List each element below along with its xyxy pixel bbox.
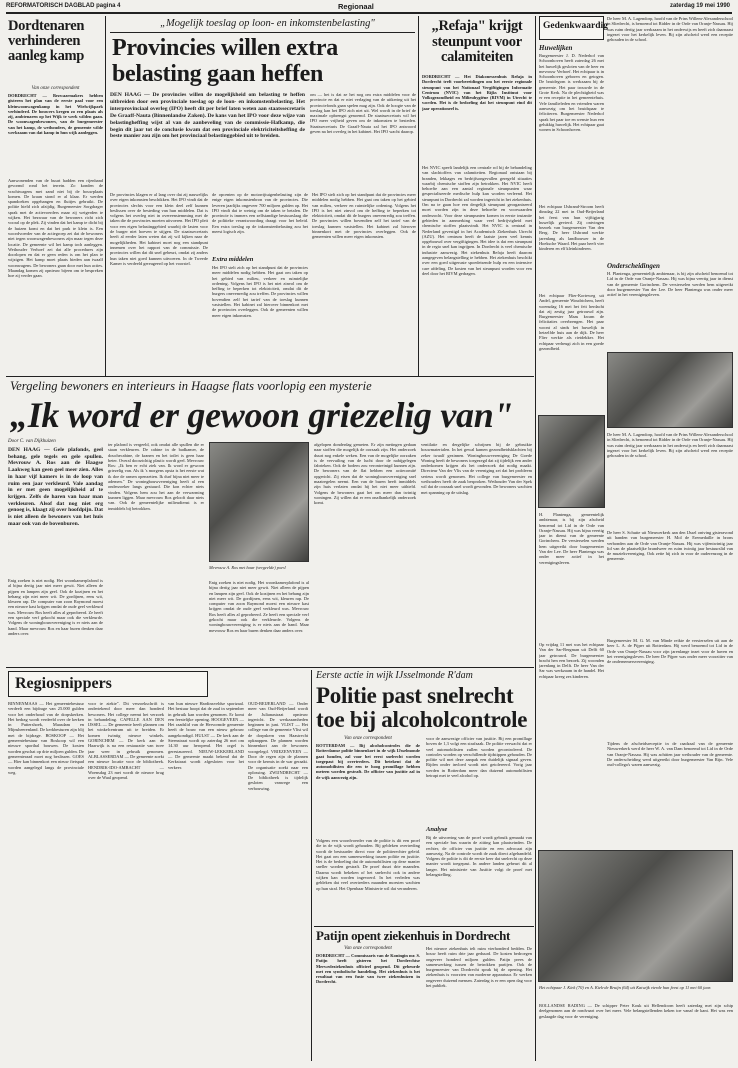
- haagse-headline: „Ik word er gewoon griezelig van": [10, 395, 514, 435]
- haagse-body2b: Enig zoeken is niet nodig. Het woonkamerplafond is al bijna dertig jaar niet meer gewit. Niet alleen de pijpen en lampen zijn geel. Ook de kozijnen en het behang zijn niet meer wit. De gordijnen, eens wit, kleuren rap. De computer van zoon Raymond moest een nieuwe kast krijgen omdat de oude geel verkleurd was. Mevrouw Ros heeft alles al geprobeerd. Ze heeft een speciale verf gekocht maar ook die verkleurde. Volgens de woningbouwvereniging is er niets aan de hand. Maar mevrouw Ros en haar buren denken daar anders over.: [209, 580, 309, 633]
- haagse-photo: [209, 442, 309, 562]
- provincie-subhead: Extra middelen: [212, 256, 254, 263]
- gedenkwaardig-photo-bottom: [538, 850, 733, 982]
- haagse-body3: afgelopen donderdag gemeten. Er zijn metingen gedaan naar stoffen die mogelijk de oorzaak zijn. Het onderzoek duurt nog enkele weken. Een van de mogelijke oorzaken is de vervuiling van de lucht door de nabijgelegen fabrieken. Ook de bodem zou verontreinigd kunnen zijn. De bewoners van de flat hebben een actiecomité opgericht. Zij eisen dat de woningbouwvereniging snel maatregelen neemt. Een van de buren heeft inmiddels zijn huis verlaten omdat hij het niet meer uithield. Volgens de bewoners gaat het om meer dan twintig woningen. Zij willen dat er een onafhankelijk onderzoek komt.: [314, 442, 416, 506]
- section-rule: [6, 667, 534, 668]
- provincie-headline: Provincies willen extra belasting gaan heffen: [112, 35, 338, 87]
- patijn-body: Het nieuwe ziekenhuis telt ruim vierhonderd bedden. De bouw heeft ruim drie jaar geduurd. De kosten bedroegen ongeveer honderd miljoen gulden. Patijn prees de samenwerking tussen de betrokken partijen. Ook de burgemeester van Dordrecht sprak bij de opening. Het ziekenhuis is voorzien van moderne apparatuur. Er werken ongeveer duizend mensen. Zaterdag is er een open dag voor het publiek.: [426, 946, 532, 989]
- regiosnippers-col4: OUD-BEIJERLAND — Onder meer van Oud-Beijerland wordt de Julianastraat opnieuw ingericht. De werkzaamheden beginnen in juni. VLIST — Het college van de gemeente Vlist wil de dorpskern van Haastrecht opknappen. De plannen worden binnenkort aan de bewoners voorgelegd. VRIEZENVEEN — Door de regen zijn de plannen voor de kermis in de war geraakt. De organisatie zoekt naar een oplossing. ZWIJNDRECHT — De bibliotheek is tijdelijk gesloten vanwege een verbouwing.: [248, 701, 308, 791]
- gedenk-body4b: H. Plantenga, gemeentelijk ambtenaar, is bij zijn afscheid benoemd tot Lid in de Orde van Oranje-Nassau. Hij was bijna veertig jaar in dienst van de gemeente Gorinchem. De versierselen werden hem uitgereikt door burgemeester Van der Lee. De heer Plantenga was onder meer actief in het verenigingsleven.: [607, 271, 733, 298]
- haagse-body2: ter plafond is vergeeld, ook omdat alle spullen die er staan verkleuren. De cabine in de badkamer, de douchecabine, de kranen en het toilet is geen haar beter. Overal doorzichtig plastic wordt geel. Mevrouw Ros: „Ik ben er echt ziek van. Ik word er gewoon griezelig van. Als ik 's morgens opsta is het eerste wat ik doe de ramen openzetten. Ik durf bijna niet meer te ademen." De woningbouwvereniging heeft al een onderzoeker langs gestuurd. Die kon echter niets vinden. Volgens hem zou het aan de verwarming kunnen liggen. Maar mevrouw Ros gelooft daar niets van. Ook de gemeentelijke milieudienst is er inmiddels bij betrokken.: [108, 442, 204, 511]
- politie-byline: Van onze correspondent: [344, 736, 392, 741]
- haagse-byline: Door C. van Dijkhuizen: [8, 439, 56, 444]
- politie-headline: Politie past snelrecht toe bij alcoholcontrole: [316, 683, 528, 732]
- haagse-body4: ventilatie en dergelijke schrijnen bij de gebruikte bouwmaterialen. In het gewal kamen gezondheidsklachten bij zeker twaalf gezinnen. Woningbouwvereniging De Goede Woning heeft de bewoners toegezegd dat zij tijdelijk een ander onderkomen krijgen als het onderzoek dat nodig maakt. Directeur Van der Vlis van de vereniging zei dat het probleem serieus wordt genomen. Het college van burgemeester en wethouders heeft de zaak besproken. Wethouder Van der Spek wil dat de oorzaak snel wordt gevonden. De bewoners wachten met spanning op de uitslag.: [421, 442, 532, 495]
- gedenk-body8: Burgemeester M. G. M. van Minde reikte de versierselen uit aan de heer L. A. de Pijper uit Rotterdam. Hij werd benoemd tot Lid in de Orde van Oranje-Nassau voor zijn jarenlange inzet voor de haven en het verenigingsleven. De heer De Pijper was onder meer voorzitter van de ondernemersvereniging.: [607, 638, 733, 665]
- column-divider: [535, 16, 536, 1061]
- masthead-rule: [6, 12, 732, 14]
- regiosnippers-header-box: [8, 671, 208, 697]
- footer-brief: BOLLANDSE RADING — De schipper Peter Kouk uit Hellendoorn heeft zaterdag met zijn schip deelgenomen aan de rondvaart over het meer. Vele belangstellenden keken toe vanaf de kant. Het was een geslaagde dag voor de vereniging.: [539, 1003, 733, 1019]
- politie-kicker: Eerste actie in wijk IJsselmonde R'dam: [316, 670, 473, 681]
- paper-name: REFORMATORISCH DAGBLAD pagina 4: [6, 3, 121, 9]
- gedenkwaardig-photo-left: [538, 415, 605, 508]
- provincie-lead: DEN HAAG — De provincies willen de mogelijkheid om belasting te heffen uitbreiden door een provinciale toeslag op de loon- en inkomstenbelasting. Het interprovinciaal overleg (IPO) heeft dit per brief laten weten aan staatssecretaris De Graaff-Nauta (Binnenlandse Zaken). De kans van het IPO voor deze wijze van belastingheffing wijst al van de aanbeveling van de commissie-Hafkamp, die begin dit jaar tot de conclusie kwam dat een provinciale elektriciteitsheffing de beste manier zou zijn om het provinciaal belastinggebied uit te breiden.: [110, 92, 305, 140]
- haagse-lead: DEN HAAG — Gele plafonds, geel behang, gele tegels en gele spullen. Mevrouw A. Ros aan de Haagse Laakweg kan geen geel meer zien. Alles in haar vijf kamers is in de loop van ruim een jaar verkleurd. Vale aandag in er met geen mogelijkheid af te krijgen. Zelfs de haren van haar man verkleuren. Alsof dat nog niet erg genoeg is, klaagt zij over hoofdpijn. Dat is niet alleen de bewoners van het huis maar ook van de bovenburen.: [8, 447, 103, 527]
- dordt-body: Aanwonenden van de buurt hadden een rijenband gevormd rond het terrein. Zo konden de vrachtwagens met zand niet bij de bouwplaats komen. De kraan stond er al klaar. Er werden spandoeken opgehangen en fluitjes gebruikt. De politie hield zich afzijdig. Burgemeester Sorgdrager sprak met de actievoerders maar zij weigerden te wijken. Het bezwaar van de bewoners richt zich vooral op de plek. Zij vinden dat het kamp te dicht bij de huizen komt en dat het park te klein is. Een woordvoerder van de actiegroep zei dat de bewoners niet tegen woonwagenbewoners zijn maar tegen deze locatie. De gemeente wil het kamp toch aanleggen. Wethouder Verhoef zei dat alle procedures zijn doorlopen en dat er geen reden is om het plan te wijzigen. Het kamp moet plaats bieden aan twaalf woonwagens. De bewoners gaan door met hun acties. Maandag komen zij opnieuw bijeen om te bespreken hoe zij verder gaan.: [8, 178, 103, 279]
- gedenk-body4: H. Plantenga, gemeentelijk ambtenaar, is bij zijn afscheid benoemd tot Lid in de Orde van Oranje-Nassau. Hij was bijna veertig jaar in dienst van de gemeente Gorinchem. De versierselen werden hem uitgereikt door burgemeester Van der Lee. De heer Plantenga was onder meer actief in het verenigingsleven.: [539, 512, 604, 565]
- politie-body2: voor de aanwezige officier van justitie. Bij een promillage boven de 1,3 volgt een strafzaak. De politie verwacht dat er veel automobilisten zullen worden gecontroleerd. De controles worden op verschillende tijdstippen gehouden. De politie wil met deze aanpak een duidelijk signaal geven. Rijden onder invloed wordt niet getolereerd. Vorig jaar werden in Rotterdam meer dan duizend automobilisten betrapt met te veel alcohol op.: [426, 736, 532, 779]
- gedenk-body6: De heer S. Schutte uit Nieuwerkerk aan den IJssel ontving gisteravond uit handen van burgemeester H. Mol de Eremedaille in brons verbonden aan de Orde van Oranje-Nassau. Hij was vijfentwintig jaar lid van de plaatselijke brandweer en ruim twintig jaar bestuurslid van de muziekvereniging. Ook zette hij zich in voor de ouderenzorg in de gemeente.: [607, 530, 733, 562]
- huwelijken-body: Burgemeester J. D. Nederhof van Schoonhoven heeft zaterdag 26 mei het huwelijk gesloten van de heer en mevrouw Verhoef. Het echtpaar is in Schoonhoven geboren en getogen. De bruidegom is werkzaam bij de gemeente. Het paar trouwde in de Grote Kerk. Na de plechtigheid was er een receptie in het gemeentehuis. Vele familieleden en vrienden waren aanwezig om het bruidspaar te feliciteren. Burgemeester Nederhof sprak het paar toe en wenste hun een gelukkig huwelijk. Het echtpaar gaat wonen in Schoonhoven.: [539, 53, 604, 133]
- patijn-headline: Patijn opent ziekenhuis in Dordrecht: [316, 928, 511, 943]
- regiosnippers-col2: voor te ziekte". Dit verzoekschrift is ondertekend door meer dan honderd bewoners. Het college neemt het verzoek in behandeling. CAPELLE AAN DEN IJSSEL — De gemeente heeft plannen om het winkelcentrum uit te breiden. Er komen twintig nieuwe winkels. GORINCHEM — De kerk aan de Haarwijk is na een restauratie van twee jaar weer in gebruik genomen. ALBLASSERDAM — De gemeente zoekt een nieuwe locatie voor de bibliotheek. HENDRIK-IDO-AMBACHT — Woensdag 23 mei wordt de nieuwe brug over de Waal geopend.: [88, 701, 164, 781]
- provincie-body4: om — het is dat ze het nog om extra middelen voor de provincie en dat er niet verlaging van de uitkering uit het provinciefonds gaan spelen mag zijn. Ook de hoogte van de toeslag kan het IPO zich niet uit. Wel wordt in de brief de maximale opbrengst genoemd. De staatssecretaris wil het IPO meer vrijheid geven om de inkomsten te besteden. Staatssecretaris De Graaff-Nauta zal het IPO antwoord geven na het overleg in het kabinet. Het IPO wacht daarop.: [310, 92, 416, 135]
- kicker-rule: [110, 32, 415, 33]
- refaja-lead: DORDRECHT — Het Diakonessenhuis Refaja in Dordrecht treft voorbereidingen om het eerste regionale steunpunt van het Nationaal Vergiftigingen Informatie Centrum (NVIC) van het Rijks Instituut voor Volksgezondheid en Milieuhygiëne (RIVM) in Utrecht te worden. Het is de bedoeling dat het steunpunt eind dit jaar operationeel is.: [422, 74, 532, 111]
- section-title: Regionaal: [338, 2, 374, 11]
- gedenkwaardig-title: Gedenkwaardig: [543, 21, 608, 31]
- politie-lead: ROTTERDAM — Bij alcoholcontroles die de Rotterdamse politie binnenkort in de wijk IJsselmonde gaat houden, zal voor het eerst snelrecht worden toegepast bij overtreders. Dit betekent dat de automobilisten die een te hoog promillage hebben meteen worden gestraft. De officier van justitie zal in de wijk aanwezig zijn.: [316, 743, 420, 780]
- regiosnippers-title: Regiosnippers: [15, 675, 112, 692]
- huwelijken-heading: Huwelijken: [539, 44, 573, 52]
- haagse-caption: Mevrouw A. Ros met haar (vergeelde) poes!: [209, 565, 287, 570]
- dordt-byline: Van onze correspondent: [31, 86, 80, 91]
- politie-body1: Volgens een woordvoerder van de politie is dit een proef die in de wijk wordt gehouden. Bij gebleken overtreding wordt de bestuurder direct voor de politierechter geleid. Het gaat om een samenwerking tussen politie en justitie. Het is de bedoeling dat de automobilisten op deze manier sneller worden gestraft. De proef duurt drie maanden. Daarna wordt bekeken of het snelrecht ook in andere wijken kan worden ingevoerd. In het verleden was gebleken dat veel overtreders maanden moesten wachten op hun straf. Het Openbaar Ministerie wil dat veranderen.: [316, 838, 420, 891]
- patijn-lead: DORDRECHT — Commissaris van de Koningin mr. S. Patijn heeft gisteren het Dordrechtse Merwedeziekenhuis officieel geopend. Dit gebeurde met een symbolische handeling. Het ziekenhuis is het resultaat van een fusie van twee ziekenhuizen in Dordrecht.: [316, 953, 420, 985]
- patijn-byline: Van onze correspondent: [344, 946, 392, 951]
- gedenk-body7: Op vrijdag 11 mei was het echtpaar Van der Sar-Bergman uit Delft 60 jaar getrouwd. De burgemeester bracht hen een bezoek. Zij woonden jarenlang in Delft. De heer Van der Sar was werkzaam in de handel. Het echtpaar kreeg zes kinderen.: [539, 642, 604, 679]
- section-rule: [6, 376, 534, 377]
- provincie-body4-cont: Het IPO stelt zich op het standpunt dat de provincies meer middelen nodig hebben. Het gaat om taken op het gebied van milieu, verkeer en ruimtelijke ordening. Volgens het IPO is het niet zinvol om de heffing te beperken tot elektriciteit, omdat dit de burgers onevenredig zou treffen. De provincies willen bovendien zelf het tarief van de toeslag kunnen vaststellen. Het kabinet zal hierover binnenkort met de provincies overleggen. Ook de gemeenten willen meer eigen inkomsten.: [312, 192, 416, 240]
- dordt-lead: DORDRECHT — Bezwaarmakers hebben gisteren het plan van de eerste paal voor een kleinwoonwagenkamp in het Wielwijkpark verhinderd. De bouwers kregen zo een plaats als zij, ambtenaren op het Wijk te werk wilden gaan. De woonwagenbewoners, van de burgemeester van het kamp, de wethouders, de gemeente wilde werkzaam van dat kamp in hun wijk aanleggen.: [8, 93, 103, 136]
- column-divider: [105, 16, 106, 376]
- regiosnippers-col3: van hun nieuwe Hardinxveldse sportzaal. Het bestuur hoopt dat de zaal in september in gebruik kan worden genomen. Er komt een feestelijke opening. HOOGEVEEN — Het raadslid van de Hervormde gemeente heeft de bouw van een nieuw gebouw aangekondigd. HULST — De kerk aan de Steenstraat wordt op zaterdag 26 mei om 14.30 uur heropend. Het orgel is gerestaureerd. NIEUW-LEKKERLAND — De gemeente maakt bekend dat de Kerkstraat wordt afgesloten voor het verkeer.: [168, 701, 244, 770]
- haagse-body1: Enig zoeken is niet nodig. Het woonkamerplafond is al bijna dertig jaar niet meer gewit. Niet alleen de pijpen en lampen zijn geel. Ook de kozijnen en het behang zijn niet meer wit. De gordijnen, eens wit, kleuren rap. De computer van zoon Raymond moest een nieuwe kast krijgen omdat de oude geel verkleurd was. Mevrouw Ros heeft alles al geprobeerd. Ze heeft een speciale verf gekocht maar ook die verkleurde. Volgens de woningbouwvereniging is er niets aan de hand. Maar mevrouw Ros en haar buren denken daar anders over.: [8, 578, 103, 636]
- politie-body3: Bij de uitvoering van de proef wordt gebruik gemaakt van een speciale bus waarin de zitting kan plaatsvinden. De rechter, de officier van justitie en een advocaat zijn aanwezig. Na de controle wordt de zaak direct afgehandeld. Volgens de politie is dit de eerste keer dat snelrecht op deze manier wordt toegepast. In andere landen gebeurt dit al langer. Het ministerie van Justitie volgt de proef met belangstelling.: [426, 835, 532, 878]
- provincie-body2: de opcenten op de motorrijtuigenbelasting zijn de enige eigen inkomstenbron van de provincies. Die leveren jaarlijks ongeveer 700 miljoen gulden op. Het IPO vindt dat te weinig om de taken te betalen. De provincie is immers een zelfstandige bestuurslaag die de politieke verantwoording draagt voor het beleid. Een extra toeslag op de inkomstenbelasting zou het meest logisch zijn.: [212, 192, 308, 235]
- refaja-headline: „Refaja" krijgt steunpunt voor calamiteiten: [431, 18, 523, 65]
- gedenk-body3: Het echtpaar Flier-Korteweg uit Andel, gemeente Woudrichem, heeft woensdag 16 mei het feit herdacht dat zij zestig jaar getrouwd zijn. Burgemeester Maas kwam de felicitaties overbrengen. Het paar woont al sinds het huwelijk in hetzelfde huis aan de dijk. De heer Flier werkte als rietdekker. Het echtpaar verheugt zich in een goede gezondheid.: [539, 293, 604, 351]
- regiosnippers-col1: BINNENMAAS — Het gemeentebestuur verdeelt een bijdrage van 25.000 gulden voor het onderhoud van de dorpskerken. Het bedrag wordt verdeeld over de kerken in Puttershoek, Maasdam en Mijnsheerenland. De kerkbesturen zijn blij met de bijdrage. BOSKOOP — Het gemeentebestuur van Boskoop wil een nieuwe sporthal bouwen. De kosten worden geschat op drie miljoen gulden. De gemeenteraad moet nog beslissen. GOES — Hier kan binnenkort een nieuw fietspad worden aangelegd langs de provinciale weg.: [8, 701, 84, 775]
- dordt-headline: Dordtenaren verhinderen aanleg kamp: [8, 18, 85, 64]
- refaja-body: Het NVIC speelt landelijk een centrale rol bij de behandeling van slachtoffers van calamiteiten. Regionaal ontstaan bij branden, lekkages en bedrijfsongevallen geregeld situaties waarbij chemische stoffen zijn betrokken. Het NVIC heeft behoefte aan een aantal regionale steunpunten waar gespecialiseerde medische hulp kan worden verleend. Het steunpunt in Dordrecht zal worden ingericht in het ziekenhuis. Om na te gaan hoe een dergelijk steunpunt georganiseerd moet worden zijn in deze behoefte en voorwaarden onderzocht. Voor deze steunpunten komen in eerste instantie gebieden in aanmerking waar veel bedrijvigheid met chemische stoffen plaatsvindt. Het NVIC is centraal in Nederland gevestigd in het Academisch Ziekenhuis Utrecht (AZU). Het centrum heeft de laatste jaren veel kennis opgebouwd over vergiftigingen. Het idee is dat een steunpunt in de regio snel kan ingrijpen. In Dordrecht is veel chemische industrie aanwezig. Het ziekenhuis Refaja heeft daarom aangegeven belangstelling te hebben. Het ziekenhuis beschikt over een goed uitgeruste spoedeisende hulp en een intensive care afdeling. De kosten van het steunpunt worden voor een deel door het RIVM gedragen.: [422, 165, 532, 276]
- column-divider: [311, 670, 312, 1061]
- gedenk-body5b: De heer M. A. Lagendorp, hoofd van de Prins Willem-Alexanderschool in Sliedrecht, is benoemd tot Ridder in de Orde van Oranje-Nassau. Hij was ruim dertig jaar werkzaam in het onderwijs en heeft zich daarnaast ingezet voor het kerkelijk leven. Bij zijn afscheid werd een receptie gehouden in de school.: [607, 432, 733, 459]
- gedenk-body5: De heer M. A. Lagendorp, hoofd van de Prins Willem-Alexanderschool in Sliedrecht, is benoemd tot Ridder in de Orde van Oranje-Nassau. Hij was ruim dertig jaar werkzaam in het onderwijs en heeft zich daarnaast ingezet voor het kerkelijk leven. Bij zijn afscheid werd een receptie gehouden in de school.: [607, 16, 733, 43]
- gedenkwaardig-header-box: [539, 16, 608, 40]
- haagse-kicker: Vergeling bewoners en interieurs in Haagse flats voorlopig een mysterie: [10, 379, 372, 393]
- section-rule: [314, 926, 534, 927]
- onderscheidingen-heading: Onderscheidingen: [607, 262, 660, 270]
- politie-subhead: Analyse: [426, 826, 448, 833]
- provincie-body1: De provincies klagen er al lang over dat zij nauwelijks over eigen inkomsten beschikken. Het IPO vindt dat de provincies slechts voor een klein deel zelf kunnen beslissen over de besteding van hun middelen. Dat is volgens het overleg niet in overeenstemming met de taken die de provincies moeten uitvoeren. Het IPO pleit voor een eigen belastinggebied waarbij de lasten voor de burger niet hoeven te stijgen. De staatssecretaris heeft al eerder laten weten dat zij wil kijken naar de mogelijkheden. Het kabinet moet nog een standpunt innemen over het rapport van de commissie. De provincies willen dat dit snel gebeurt, omdat zij anders hun taken niet goed kunnen uitvoeren. In de Tweede Kamer is verdeeld gereageerd op het voorstel.: [110, 192, 208, 266]
- page-date: zaterdag 19 mei 1990: [669, 3, 730, 9]
- gedenkwaardig-photo-right: [607, 352, 733, 428]
- gedenk-body2: Het echtpaar IJsbrand-Stroom heeft dinsdag 22 mei in Oud-Beijerland het feest van hun vijftigjarig huwelijk gevierd. Zij ontvingen bezoek van burgemeester Van den Berg. De heer IJsbrand werkte jarenlang als landbouwer in de Hoeksche Waard. Het paar heeft vier kinderen en elf kleinkinderen.: [539, 204, 604, 252]
- bottom-photo-caption: Het echtpaar J. Kiek (70) en A. Kiek-de Bruijn (64) uit Katwijk vierde hun feest op 11 mei 60 jaar.: [539, 985, 712, 990]
- gedenk-body9: Tijdens de afscheidsreceptie in de raadzaal van de gemeente Nieuwerkerk werd de heer W. A. van Dam benoemd tot Lid in de Orde van Oranje-Nassau. Hij was achttien jaar wethouder van de gemeente. De onderscheiding werd uitgereikt door burgemeester Van Rijn. Vele oud-collega's waren aanwezig.: [607, 741, 733, 768]
- provincie-kicker: „Mogelijk toeslag op loon- en inkomstenbelasting": [160, 18, 375, 29]
- column-divider: [418, 16, 419, 376]
- provincie-body3: Het IPO stelt zich op het standpunt dat de provincies meer middelen nodig hebben. Het gaat om taken op het gebied van milieu, verkeer en ruimtelijke ordening. Volgens het IPO is het niet zinvol om de heffing te beperken tot elektriciteit, omdat dit de burgers onevenredig zou treffen. De provincies willen bovendien zelf het tarief van de toeslag kunnen vaststellen. Het kabinet zal hierover binnenkort met de provincies overleggen. Ook de gemeenten willen meer eigen inkomsten.: [212, 265, 308, 318]
